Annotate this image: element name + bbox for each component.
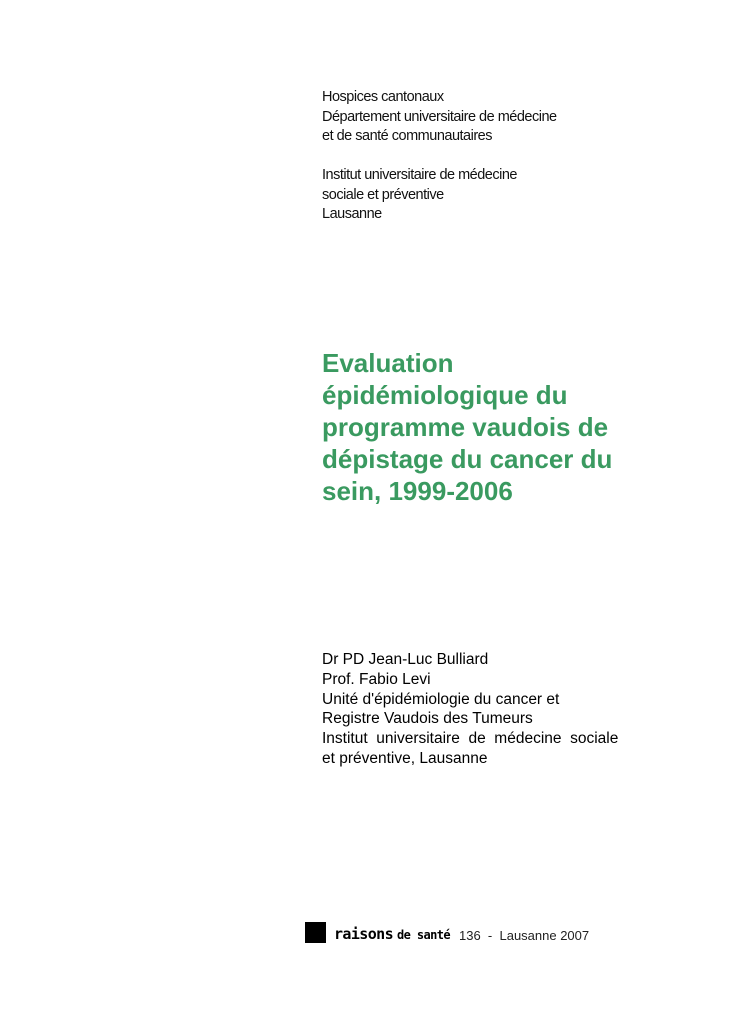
series-footer	[305, 921, 589, 943]
affiliation-line: Institut universitaire de médecine sociale	[322, 730, 619, 748]
affiliation-line: et préventive, Lausanne	[322, 749, 488, 767]
institution-line: Lausanne	[322, 206, 382, 222]
series-logo-word-raisons: raisons	[334, 925, 394, 943]
title-line: épidémiologique du	[322, 380, 568, 410]
author-line: Dr PD Jean-Luc Bulliard	[322, 651, 489, 668]
title-line: sein, 1999-2006	[322, 476, 513, 506]
author-line: Prof. Fabio Levi	[322, 670, 431, 688]
institution-block	[322, 88, 557, 225]
institution-line: Hospices cantonaux	[322, 89, 444, 105]
series-logo-word-de-sante: de santé	[397, 928, 451, 942]
title-line: programme vaudois de	[322, 412, 609, 442]
series-logo-square-icon	[305, 922, 326, 943]
affiliation-line: Registre Vaudois des Tumeurs	[322, 710, 533, 728]
institution-line: sociale et préventive	[322, 186, 444, 203]
authors-block	[322, 650, 618, 769]
affiliation-line: Unité d'épidémiologie du cancer et	[322, 690, 560, 708]
institution-line: et de santé communautaires	[322, 128, 492, 144]
series-logo	[334, 927, 450, 943]
title-line: Evaluation	[322, 348, 454, 378]
series-number-place-year: 136 - Lausanne 2007	[459, 928, 590, 943]
document-title	[322, 347, 652, 507]
institution-line: Institut universitaire de médecine	[322, 167, 517, 183]
institution-line: Département universitaire de médecine	[322, 108, 557, 125]
title-line: dépistage du cancer du	[322, 444, 613, 474]
institution-spacer	[322, 147, 557, 167]
